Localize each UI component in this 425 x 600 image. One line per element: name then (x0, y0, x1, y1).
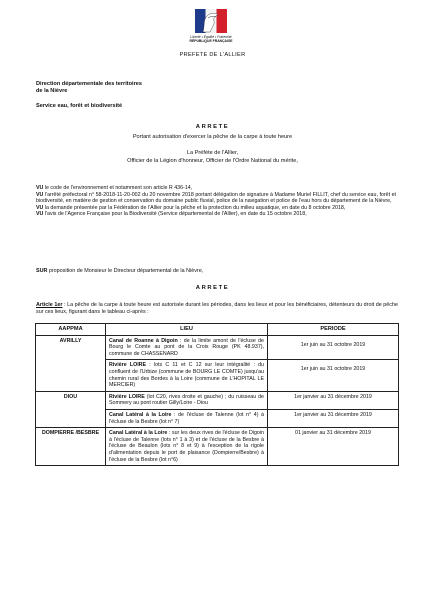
document-title: ARRETE (195, 124, 230, 130)
periode-cell: 1er juin au 31 octobre 2019 (268, 335, 399, 360)
visa-4: VU l'avis de l'Agence Française pour la Biodiversité (Service départemental de l'Allier), en date du 15 octobre 2018, (36, 211, 307, 218)
periode-cell: 1er janvier au 31 décembre 2019 (268, 409, 399, 427)
column-header-periode: PERIODE (268, 324, 399, 336)
visa-3: VU la demande présentée par la Fédération de l'Allier pour la pêche et la protection du milieu aquatique, en date du 8 octobre 2018, (36, 204, 346, 211)
prefecture-name: PREFETE DE L'ALLIER (179, 52, 246, 58)
republic-name: RÉPUBLIQUE FRANÇAISE (189, 39, 233, 43)
authority-line-1: La Préfète de l'Allier, (186, 150, 239, 156)
article-1-text: : La pêche de la carpe à toute heure est autorisée durant les périodes, dans les lieux et pour les bénéficiaires, détenteurs du droit de pêche sur ces lieux, figurant dans le tableau ci-après : (36, 302, 398, 315)
visas-block (36, 185, 396, 218)
lieu-cell: Canal Latéral à la Loire : sur les deux rives de l'écluse de Digoin à l'écluse de Talenne (lots n° 1 à 3) et de l'écluse de la Besbre à l'écluse de Beaulon (lots n° 8 et 9) à l'exception de la rigole d'alimentation depuis le port de plaisance (Dompierre/Besbre) à l'écluse de la Besbre (lot n°6) (106, 428, 268, 466)
document-title-2: ARRETE (195, 285, 230, 291)
service-name: Service eau, forêt et biodiversité (36, 103, 123, 109)
article-1 (36, 302, 398, 316)
lieu-cell: Canal de Roanne à Digoin : de la limite amont de l'écluse de Bourg le Comte au pont de la Croix Rouge (PK 48.937), commune de CHASSENARD (106, 335, 268, 360)
proposal-line: SUR proposition de Monsieur le Directeur départemental de la Nièvre, (36, 268, 204, 274)
column-header-aappma: AAPPMA (36, 324, 106, 336)
article-1-label: Article 1er (36, 302, 63, 308)
table-row (36, 335, 399, 360)
document-subject: Portant autorisation d'exercer la pêche de la carpe à toute heure (132, 134, 293, 140)
motto: Liberté • Égalité • Fraternité (190, 35, 232, 39)
aappma-cell: DOMPIERRE /BESBRE (36, 428, 106, 466)
direction-line-2: de la Nièvre (36, 88, 68, 94)
column-header-lieu: LIEU (106, 324, 268, 336)
authority-line-2: Officier de la Légion d'honneur, Officier de l'Ordre National du mérite, (127, 158, 298, 164)
periode-cell: 01 janvier au 31 décembre 2019 (268, 428, 399, 466)
visa-1: VU le code de l'environnement et notamment son article R 436-14, (36, 185, 193, 191)
table-row (36, 391, 399, 409)
visa-2: VU l'arrêté préfectoral n° 58-2018-11-20-002 du 20 novembre 2018 portant délégation de signature à Madame Muriel FILLIT, chef du service eau, forêt et biodiversité, en matière de gestion et conservation du domaine public fluvial, police de la navigation et police de l'eau hors du département de la Nièvre, (36, 191, 396, 205)
aappma-cell: DIOU (36, 391, 106, 427)
periode-cell: 1er juin au 31 octobre 2019 (268, 360, 399, 391)
authorization-table (35, 323, 399, 466)
lieu-cell: Rivière LOIRE : lots C 11 et C 12 sur leur intégralité : du confluent de l'Urbize (commune de BOURG LE COMTE) jusqu'au chemin rural des Bordes à la Loire (commune de L'HOPITAL LE MERCIER) (106, 360, 268, 391)
aappma-cell: AVRILLY (36, 335, 106, 391)
direction-line-1: Direction départementale des territoires (36, 81, 143, 87)
table-row (36, 428, 399, 466)
lieu-cell: Rivière LOIRE (lot C20, rives droite et gauche) ; du ruisseau de Sommery au pont routier Gilly/Loire - Diou (106, 391, 268, 409)
header-logo (183, 8, 239, 43)
lieu-cell: Canal Latéral à la Loire : de l'écluse de Talenne (lot n° 4) à l'écluse de la Besbre (lot n° 7) (106, 409, 268, 427)
periode-cell: 1er janvier au 31 décembre 2019 (268, 391, 399, 409)
marianne-icon (194, 8, 228, 34)
table-header-row (36, 324, 399, 336)
